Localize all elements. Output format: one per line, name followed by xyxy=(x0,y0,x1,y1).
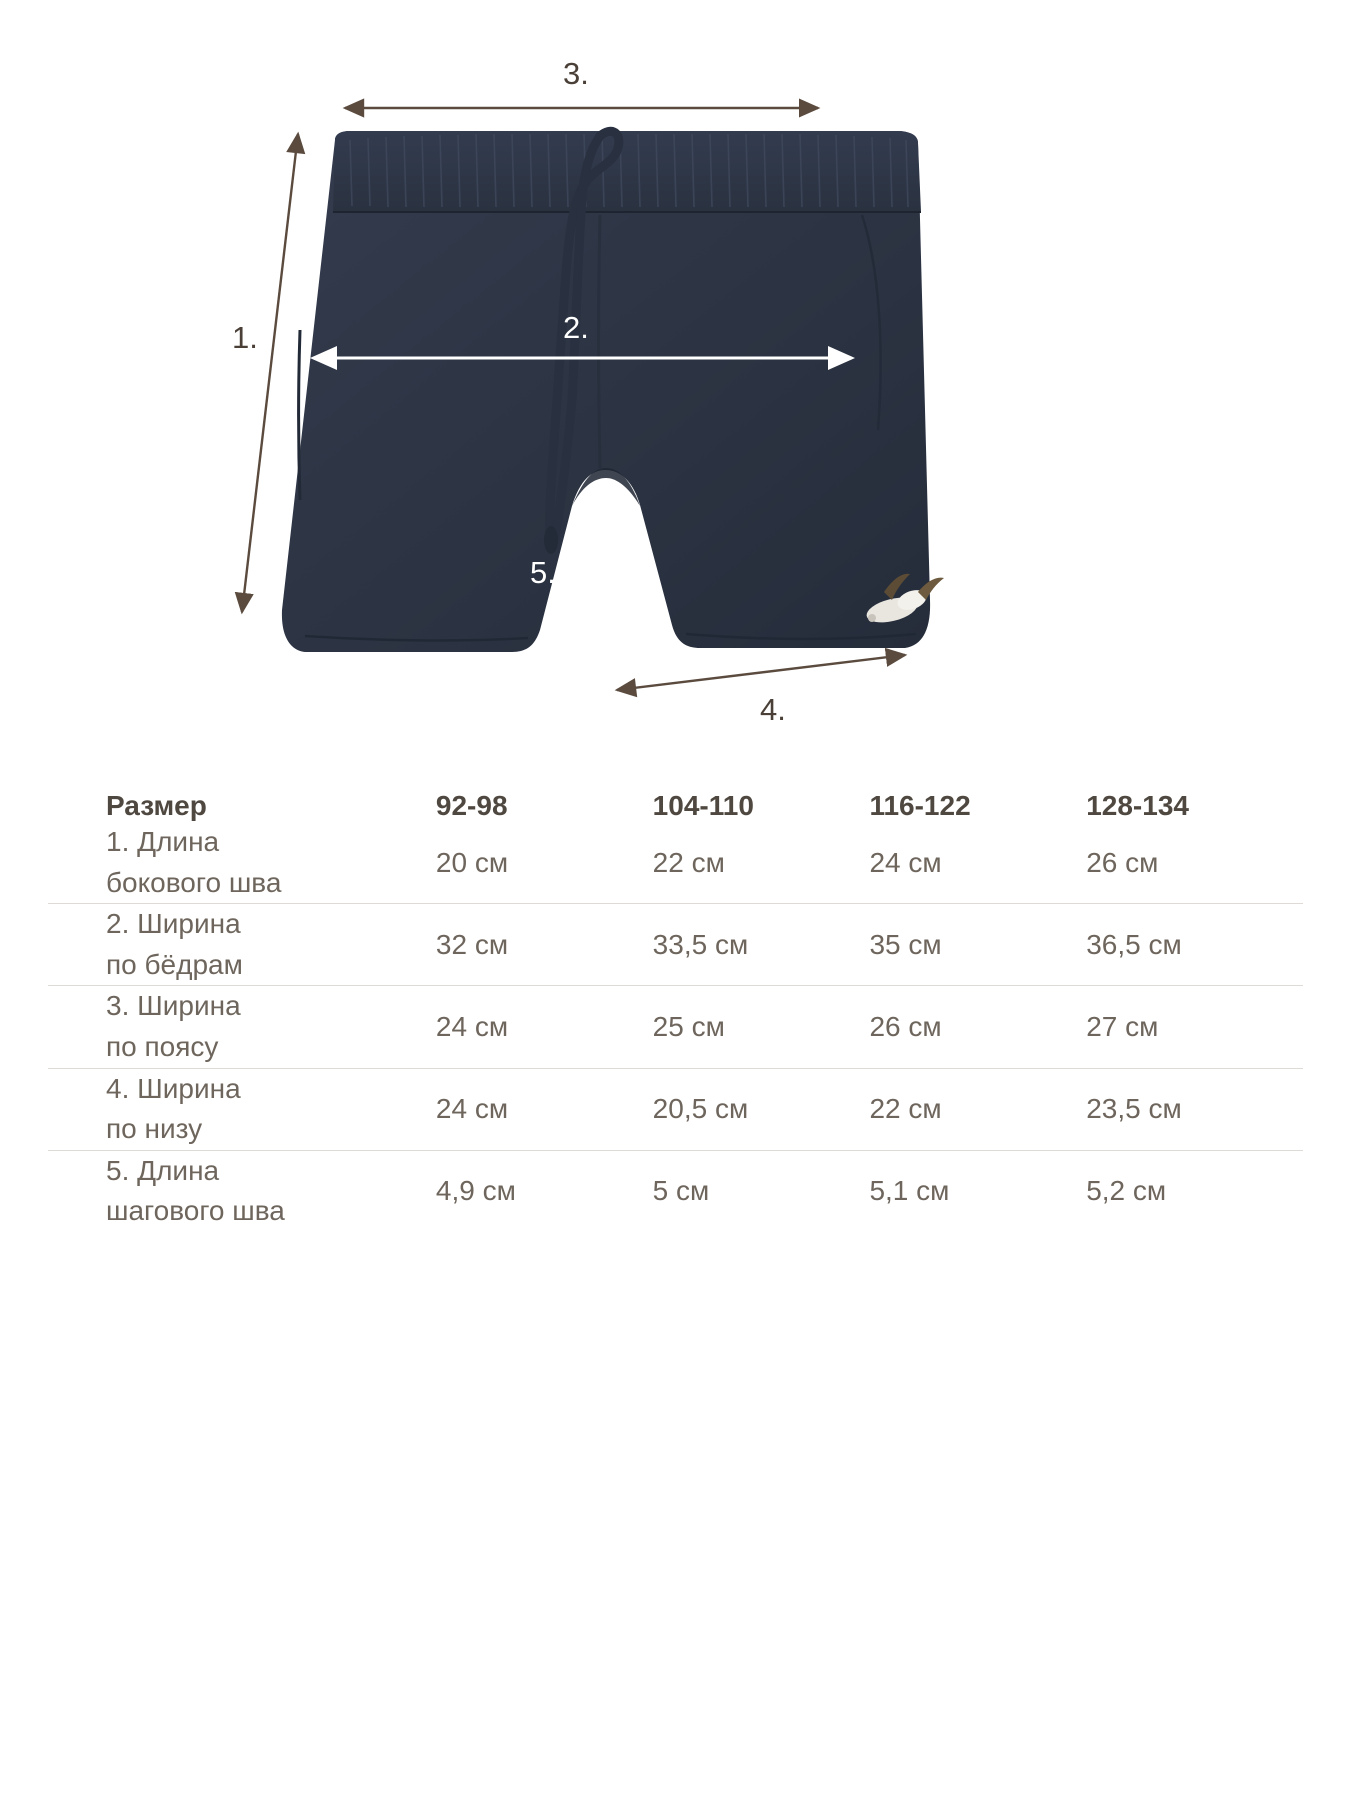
cell-value: 22 см xyxy=(652,846,725,878)
drawstring-tip xyxy=(544,526,558,554)
cell-value: 4,9 см xyxy=(436,1150,653,1232)
row-label-line1: 4. Ширина xyxy=(106,1072,241,1104)
table-row xyxy=(48,822,1303,904)
pocket-seam-left xyxy=(299,330,301,500)
callout-5: 5. xyxy=(530,555,556,590)
row-label-waist-width xyxy=(48,986,436,1068)
table-row xyxy=(48,986,1303,1068)
callout-4: 4. xyxy=(760,692,786,727)
callout-2: 2. xyxy=(563,310,589,345)
header-size-128-134: 128-134 xyxy=(1086,790,1189,821)
row-label-line1: 2. Ширина xyxy=(106,908,241,940)
row-label-line1: 3. Ширина xyxy=(106,990,241,1022)
table-row xyxy=(48,1068,1303,1150)
size-table xyxy=(48,790,1303,1232)
table-header-row xyxy=(48,790,1303,822)
header-size-label: Размер xyxy=(106,790,207,821)
row-label-line2: по поясу xyxy=(106,1030,219,1062)
cell-value: 25 см xyxy=(653,986,870,1068)
row-label-hip-width xyxy=(48,904,436,986)
size-table-area xyxy=(0,790,1350,1232)
header-size-92-98: 92-98 xyxy=(435,790,508,821)
cell-value: 33,5 см xyxy=(653,904,870,986)
table-row xyxy=(48,904,1303,986)
header-size-104-110: 104-110 xyxy=(652,790,754,821)
shorts-illustration xyxy=(282,131,944,652)
cell-value: 5,1 см xyxy=(869,1150,1086,1232)
cell-value: 20 см xyxy=(435,846,509,878)
front-seam xyxy=(599,215,601,468)
arrow-side-seam-length xyxy=(242,134,298,612)
shorts-diagram-svg xyxy=(0,0,1350,770)
row-label-line1: 5. Длина xyxy=(106,1154,220,1186)
callout-3: 3. xyxy=(563,56,589,91)
callout-1: 1. xyxy=(232,320,258,355)
row-label-line2: по низу xyxy=(106,1113,203,1145)
row-label-line2: бокового шва xyxy=(106,866,282,898)
cell-value: 23,5 см xyxy=(1086,1068,1303,1150)
cell-value: 24 см xyxy=(869,846,942,878)
cell-value: 32 см xyxy=(436,904,653,986)
cell-value: 26 см xyxy=(869,986,1086,1068)
row-label-leg-opening-width xyxy=(48,1068,436,1150)
row-label-line1: 1. Длина xyxy=(106,826,220,857)
row-label-line2: по бёдрам xyxy=(106,948,243,980)
waistband xyxy=(333,131,921,212)
cell-value: 5 см xyxy=(653,1150,870,1232)
cell-value: 24 см xyxy=(436,986,653,1068)
row-label-side-seam-length xyxy=(48,822,436,904)
arrow-leg-opening-width xyxy=(617,655,905,690)
cell-value: 20,5 см xyxy=(653,1068,870,1150)
row-label-inseam-length xyxy=(48,1150,436,1232)
cell-value: 27 см xyxy=(1086,986,1303,1068)
header-size-116-122: 116-122 xyxy=(869,790,971,821)
cell-value: 26 см xyxy=(1086,846,1159,878)
product-measurement-illustration xyxy=(0,0,1350,770)
cell-value: 22 см xyxy=(869,1068,1086,1150)
cell-value: 35 см xyxy=(869,904,1086,986)
cell-value: 5,2 см xyxy=(1086,1150,1303,1232)
cell-value: 36,5 см xyxy=(1086,904,1303,986)
cell-value: 24 см xyxy=(436,1068,653,1150)
table-row xyxy=(48,1150,1303,1232)
row-label-line2: шагового шва xyxy=(106,1195,285,1227)
